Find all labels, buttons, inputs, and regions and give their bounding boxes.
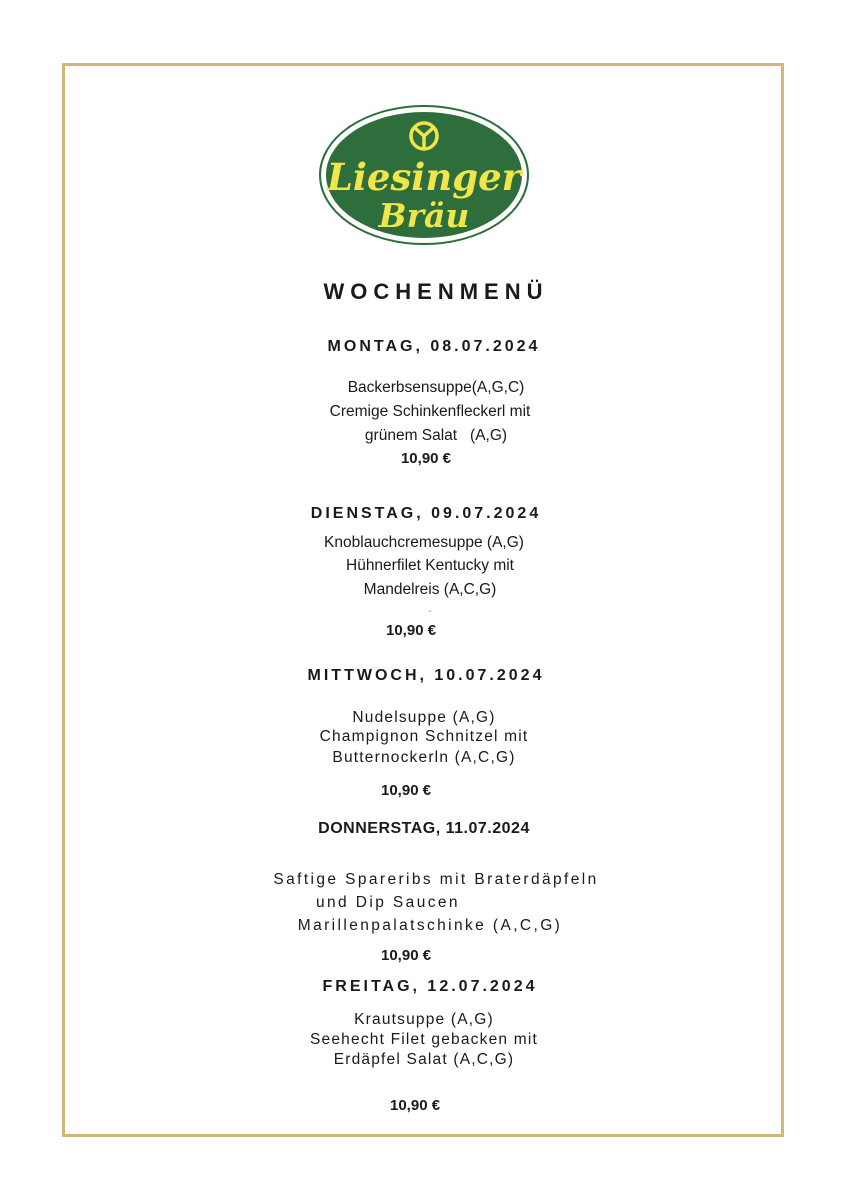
menu-line: Butternockerln (A,C,G) [332, 749, 516, 766]
price: 10,90 € [390, 1097, 441, 1114]
menu-line: grünem Salat (A,G) [364, 427, 508, 444]
price: 10,90 € [400, 450, 452, 467]
liesinger-brau-logo [318, 104, 530, 246]
day-heading: FREITAG, 12.07.2024 [322, 978, 538, 995]
menu-line: Knoblauchcremesuppe (A,G) [324, 534, 524, 551]
page-title: WOCHENMENÜ [323, 279, 549, 304]
day-heading: MONTAG, 08.07.2024 [327, 338, 541, 355]
menu-line: Erdäpfel Salat (A,C,G) [333, 1051, 515, 1068]
menu-line: Cremige Schinkenfleckerl mit [329, 403, 531, 420]
menu-line: Hühnerfilet Kentucky mit [346, 557, 514, 574]
price: 10,90 € [386, 622, 437, 639]
day-heading: DONNERSTAG, 11.07.2024 [318, 820, 530, 837]
menu-line: Seehecht Filet gebacken mit [310, 1031, 538, 1048]
separator-mark: - [428, 606, 432, 617]
day-heading: DIENSTAG, 09.07.2024 [310, 505, 542, 522]
menu-line: Saftige Spareribs mit Braterdäpfeln [273, 871, 599, 888]
menu-line: und Dip Saucen [316, 894, 460, 911]
menu-line: Krautsuppe (A,G) [354, 1011, 494, 1028]
price: 10,90 € [381, 947, 432, 964]
menu-line: Champignon Schnitzel mit [319, 728, 529, 745]
price: 10,90 € [381, 782, 432, 799]
menu-line: Nudelsuppe (A,G) [352, 709, 496, 726]
menu-line: Backerbsensuppe(A,G,C) [347, 379, 525, 396]
menu-line: Mandelreis (A,C,G) [363, 581, 497, 598]
day-heading: MITTWOCH, 10.07.2024 [307, 667, 545, 684]
logo-text-brau: Bräu [378, 196, 470, 235]
logo-text-liesinger: Liesinger [326, 155, 522, 199]
menu-line: Marillenpalatschinke (A,C,G) [297, 917, 563, 934]
